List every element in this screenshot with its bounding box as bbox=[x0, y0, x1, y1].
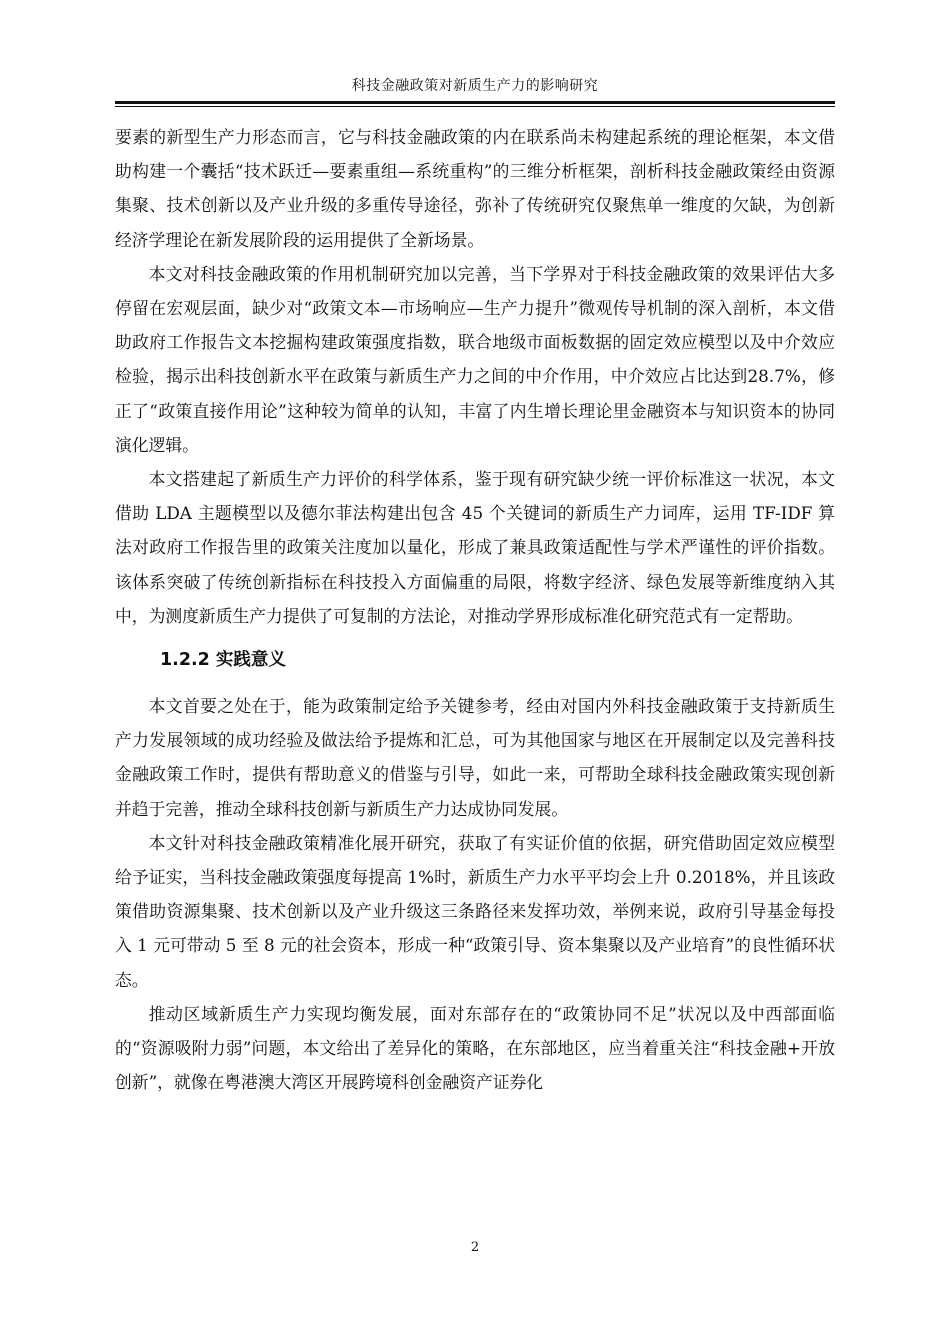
paragraph-empirical-evidence: 本文针对科技金融政策精准化展开研究，获取了有实证价值的依据，研究借助固定效应模型给予证实，当科技金融政策强度每提高 1%时，新质生产力水平平均会上升 0.2018%，并且该政策借助资源集聚、技术创新以及产业升级这三条路径来发挥功效，举例来说，政府引导基金每投入 1 元可带动 5 至 8 元的社会资本，形成一种“政策引导、资本集聚以及产业培育”的良性循环状态。 bbox=[115, 832, 835, 990]
paragraph-regional-balance: 推动区域新质生产力实现均衡发展，面对东部存在的“政策协同不足”状况以及中西部面临的“资源吸附力弱”问题，本文给出了差异化的策略，在东部地区，应当着重关注“科技金融+开放创新”，就像在粤港澳大湾区开展跨境科创金融资产证券化 bbox=[115, 1003, 835, 1093]
paragraph-mechanism: 本文对科技金融政策的作用机制研究加以完善，当下学界对于科技金融政策的效果评估大多停留在宏观层面，缺少对“政策文本—市场响应—生产力提升”微观传导机制的深入剖析，本文借助政府工作报告文本挖掘构建政策强度指数，联合地级市面板数据的固定效应模型以及中介效应检验，揭示出科技创新水平在政策与新质生产力之间的中介作用，中介效应占比达到28.7%，修正了“政策直接作用论”这种较为简单的认知，丰富了内生增长理论里金融资本与知识资本的协同演化逻辑。 bbox=[115, 263, 835, 455]
header-rule-thin bbox=[115, 106, 835, 107]
body-text bbox=[115, 120, 835, 1099]
paragraph-continued: 要素的新型生产力形态而言，它与科技金融政策的内在联系尚未构建起系统的理论框架，本文借助构建一个囊括“技术跃迁—要素重组—系统重构”的三维分析框架，剖析科技金融政策经由资源集聚、技术创新以及产业升级的多重传导途径，弥补了传统研究仅聚焦单一维度的欠缺，为创新经济学理论在新发展阶段的运用提供了全新场景。 bbox=[115, 127, 835, 250]
page-number: 2 bbox=[470, 1240, 480, 1255]
paragraph-policy-reference: 本文首要之处在于，能为政策制定给予关键参考，经由对国内外科技金融政策于支持新质生产力发展领域的成功经验及做法给予提炼和汇总，可为其他国家与地区在开展制定以及完善科技金融政策工作时，提供有帮助意义的借鉴与引导，如此一来，可帮助全球科技金融政策实现创新并趋于完善，推动全球科技创新与新质生产力达成协同发展。 bbox=[115, 696, 835, 819]
running-header: 科技金融政策对新质生产力的影响研究 bbox=[351, 78, 599, 94]
paragraph-evaluation-system: 本文搭建起了新质生产力评价的科学体系，鉴于现有研究缺少统一评价标准这一状况，本文借助 LDA 主题模型以及德尔菲法构建出包含 45 个关键词的新质生产力词库，运用 TF-IDF 算法对政府工作报告里的政策关注度加以量化，形成了兼具政策适配性与学术严谨性的评价指数。该体系突破了传统创新指标在科技投入方面偏重的局限，将数字经济、绿色发展等新维度纳入其中，为测度新质生产力提供了可复制的方法论，对推动学界形成标准化研究范式有一定帮助。 bbox=[115, 469, 835, 626]
section-heading: 1.2.2 实践意义 bbox=[160, 650, 286, 671]
header-rule bbox=[115, 101, 835, 104]
